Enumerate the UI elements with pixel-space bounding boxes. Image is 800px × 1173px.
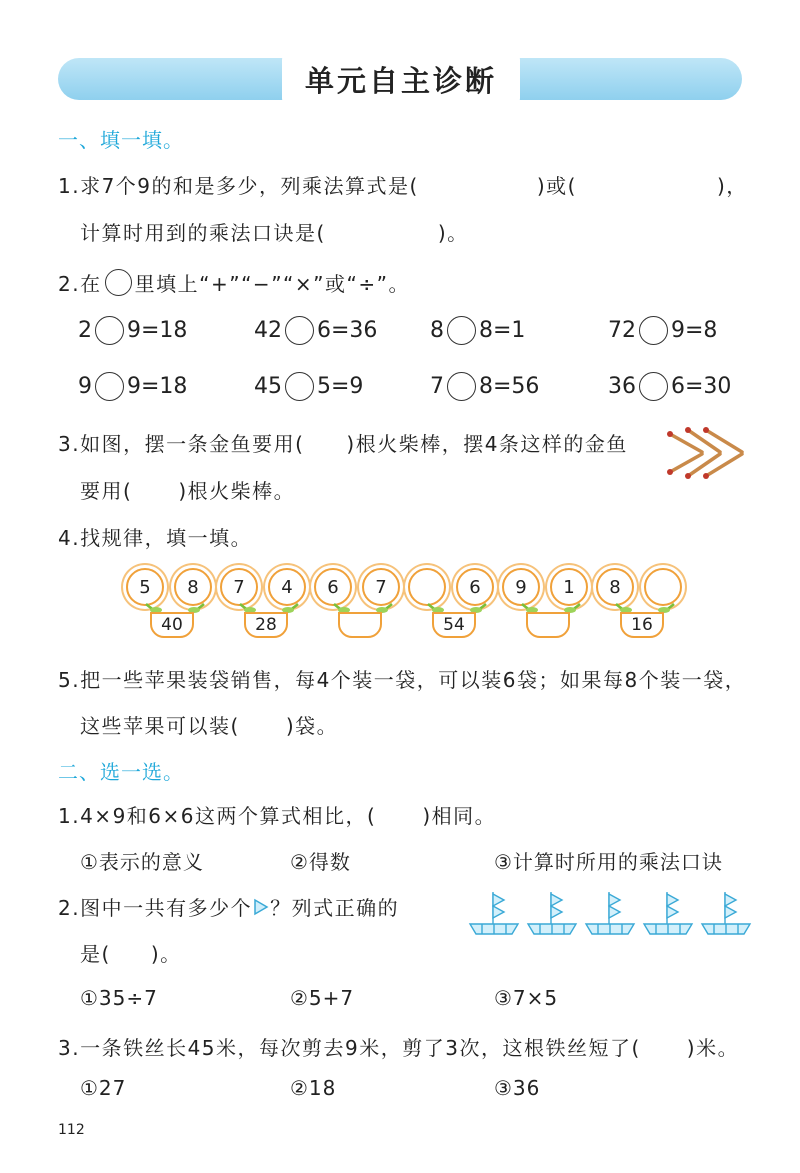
- question-1-4: 4.找规律，填一填。: [58, 526, 253, 550]
- question-1-1: [58, 170, 748, 199]
- circle-blank-example: [105, 269, 132, 296]
- question-1-3: [58, 428, 628, 457]
- option-b[interactable]: ②得数: [290, 850, 351, 874]
- expression-1: 2 9=18: [78, 318, 188, 343]
- s2q2-text-b: ？列式正确的: [270, 896, 400, 920]
- question-2-2-line2: [80, 938, 182, 967]
- section-title-fill: 一、填一填。: [58, 128, 184, 152]
- section-title-choose: 二、选一选。: [58, 760, 184, 784]
- q1-text-c: )，: [716, 174, 748, 198]
- option-b[interactable]: ②5+7: [290, 986, 355, 1010]
- expression-3: 8 8=1: [430, 318, 526, 343]
- q1-text-a: 1.求7个9的和是多少，列乘法算式是(: [58, 174, 419, 198]
- question-2-2: [58, 892, 399, 921]
- s2q2-text-a: 2.图中一共有多少个: [58, 896, 253, 920]
- operator-circle[interactable]: [95, 372, 124, 401]
- q2-text-a: 2.在: [58, 272, 102, 296]
- operator-circle[interactable]: [639, 316, 668, 345]
- expression-2: 42 6=36: [254, 318, 378, 343]
- flower-pot: 16: [620, 612, 664, 638]
- expression-8: 36 6=30: [608, 374, 732, 399]
- q2-text-b: 里填上“+”“−”“×”或“÷”。: [134, 272, 411, 296]
- q5-line2-a: 这些苹果可以装(: [80, 714, 240, 738]
- flower: 7: [362, 568, 400, 606]
- flower: 1: [550, 568, 588, 606]
- flower-pots-row: [122, 562, 682, 642]
- question-1-5: 5.把一些苹果装袋销售，每4个装一袋，可以装6袋；如果每8个装一袋，: [58, 668, 747, 692]
- s2q1-text-a: 1.4×9和6×6这两个算式相比，(: [58, 804, 377, 828]
- q3-line2-b: )根火柴棒。: [178, 479, 296, 503]
- flower: 6: [314, 568, 352, 606]
- q1-text-b: )或(: [536, 174, 577, 198]
- flower-pot[interactable]: 28: [244, 612, 288, 638]
- triangle-flag-icon: [252, 898, 270, 916]
- question-1-3-line2: [80, 475, 295, 504]
- question-1-5-line2: [80, 710, 338, 739]
- flower: 5: [126, 568, 164, 606]
- flower: 6: [456, 568, 494, 606]
- option-a[interactable]: ①35÷7: [80, 986, 158, 1010]
- expression-4: 72 9=8: [608, 318, 718, 343]
- flower-pot[interactable]: [338, 612, 382, 638]
- flower-pot[interactable]: 40: [150, 612, 194, 638]
- q5-line2-b: )袋。: [285, 714, 339, 738]
- option-c[interactable]: ③7×5: [494, 986, 559, 1010]
- q3-text-b: )根火柴棒，摆4条这样的金鱼: [346, 432, 628, 456]
- option-c[interactable]: ③36: [494, 1076, 541, 1100]
- question-2-1: [58, 800, 496, 829]
- operator-circle[interactable]: [95, 316, 124, 345]
- s2q3-text-a: 3.一条铁丝长45米，每次剪去9米，剪了3次，这根铁丝短了(: [58, 1036, 641, 1060]
- q1-line2-text: 计算时用到的乘法口诀是(: [80, 221, 326, 245]
- flower: 7: [220, 568, 258, 606]
- option-c[interactable]: ③计算时所用的乘法口诀: [494, 850, 723, 874]
- question-2-3: [58, 1032, 739, 1061]
- q1-line2-end: )。: [437, 221, 469, 245]
- s2q3-text-b: )米。: [686, 1036, 740, 1060]
- flower-pot[interactable]: [526, 612, 570, 638]
- question-1-1-line2: [80, 217, 469, 246]
- q3-line2-a: 要用(: [80, 479, 133, 503]
- flower: 8: [596, 568, 634, 606]
- expression-5: 9 9=18: [78, 374, 188, 399]
- operator-circle[interactable]: [447, 316, 476, 345]
- s2q2-line2-b: )。: [150, 942, 182, 966]
- question-1-2: [58, 268, 410, 297]
- s2q1-text-b: )相同。: [422, 804, 497, 828]
- operator-circle[interactable]: [285, 372, 314, 401]
- operator-circle[interactable]: [447, 372, 476, 401]
- expression-7: 7 8=56: [430, 374, 540, 399]
- page-number: 112: [58, 1122, 85, 1138]
- page-title: 单元自主诊断: [282, 52, 520, 106]
- expression-6: 45 5=9: [254, 374, 364, 399]
- option-a[interactable]: ①表示的意义: [80, 850, 204, 874]
- option-b[interactable]: ②18: [290, 1076, 337, 1100]
- sailboats-icon: [466, 888, 756, 944]
- flower-pot: 54: [432, 612, 476, 638]
- flower: 9: [502, 568, 540, 606]
- q3-text-a: 3.如图，摆一条金鱼要用(: [58, 432, 305, 456]
- matchstick-fish-icon: [662, 422, 752, 488]
- flower: 4: [268, 568, 306, 606]
- s2q2-line2-a: 是(: [80, 942, 111, 966]
- operator-circle[interactable]: [285, 316, 314, 345]
- option-a[interactable]: ①27: [80, 1076, 127, 1100]
- flower: 8: [174, 568, 212, 606]
- operator-circle[interactable]: [639, 372, 668, 401]
